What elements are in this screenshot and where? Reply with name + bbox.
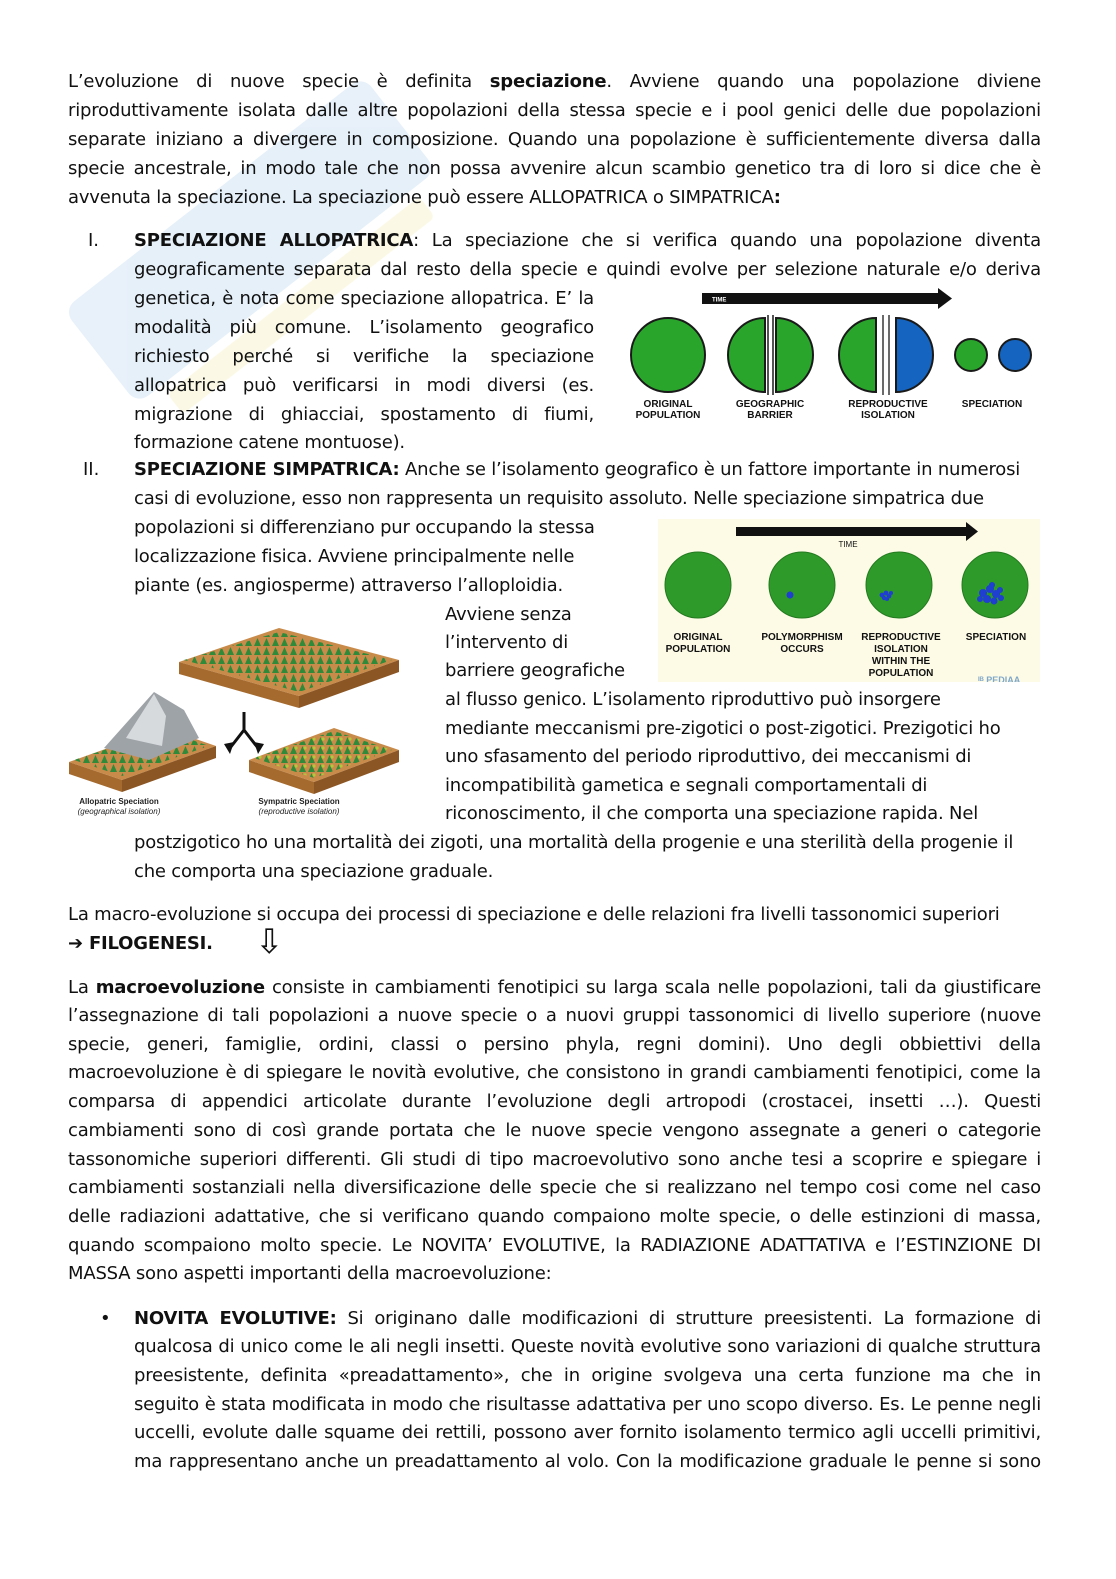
fig2-label-speciation: SPECIATION bbox=[965, 632, 1027, 643]
section1-line-7: migrazione di ghiacciai, spostamento di fiumi, bbox=[134, 404, 594, 425]
macro-line-2: ➔ FILOGENESI. bbox=[68, 933, 213, 954]
section2-line-9: al flusso genico. L’isolamento riproduttivo può insorgere bbox=[445, 689, 941, 710]
time-label: TIME bbox=[712, 297, 727, 304]
section2-line-12: incompatibilità gametica e segnali comportamentali di bbox=[445, 775, 928, 796]
fig2-polymorphism-circle bbox=[769, 552, 835, 618]
intro-line-1: L’evoluzione di nuove specie è definita speciazione. Avviene quando una popolazione diviene bbox=[68, 71, 1041, 92]
barrier-right-half bbox=[776, 318, 813, 392]
top-forest-block bbox=[179, 628, 399, 708]
sympatric-caption: Sympatric Speciation bbox=[258, 797, 340, 806]
para3-line-9: delle radiazioni adattative, che si verificano quando compaiono molte specie, o delle estinzioni di massa, bbox=[68, 1206, 1041, 1227]
section2-line-3: popolazioni si differenziano pur occupando la stessa bbox=[134, 517, 595, 538]
bullet-line-3: preesistente, definita «preadattamento», che in origine svolgeva una certa funzione ma che in bbox=[134, 1365, 1041, 1386]
macro-line-1: La macro-evoluzione si occupa dei processi di speciazione e delle relazioni fra livelli tassonomici superiori bbox=[68, 904, 1000, 925]
fig1-label-speciation: SPECIATION bbox=[961, 399, 1023, 410]
bullet-icon: • bbox=[100, 1308, 111, 1329]
sympatric-subcaption: (reproductive isolation) bbox=[258, 807, 340, 816]
section1-line-3: genetica, è nota come speciazione allopatrica. E’ la bbox=[134, 288, 594, 309]
intro-line-5: avvenuta la speciazione. La speciazione può essere ALLOPATRICA o SIMPATRICA: bbox=[68, 187, 781, 208]
split-arrow bbox=[230, 712, 258, 748]
down-arrow-icon: ⇩ bbox=[255, 922, 284, 962]
speciation-landscape-illustration bbox=[64, 620, 404, 820]
fig1-label-barrier-1: GEOGRAPHIC bbox=[735, 399, 805, 410]
section2-line-1: SPECIAZIONE SIMPATRICA: Anche se l’isolamento geografico è un fattore importante in numerosi bbox=[134, 459, 1021, 480]
section2-line-13: riconoscimento, il che comporta una speciazione rapida. Nel bbox=[445, 803, 978, 824]
section2-numeral: II. bbox=[83, 459, 100, 480]
isolation-right-half bbox=[896, 318, 933, 392]
fig1-label-isolation-1: REPRODUCTIVE bbox=[848, 399, 928, 410]
para3-line-8: cambiamenti sostanziali nella diversificazione delle specie che si realizzano nel tempo cosi come nel caso bbox=[68, 1177, 1041, 1198]
para3-line-2: l’assegnazione di tali popolazioni a nuove specie o a nuovi gruppi tassonomici di livello superiore (nuove bbox=[68, 1005, 1041, 1026]
speciation-blue-circle bbox=[999, 339, 1031, 371]
section2-line-14: postzigotico ho una mortalità dei zigoti, una mortalità della progenie e una sterilità della progenie il bbox=[134, 832, 1014, 853]
allopatric-subcaption: (geographical isolation) bbox=[77, 807, 161, 816]
para3-line-4: macroevoluzione è di spiegare le novità evolutive, che consistono in grandi cambiamenti fenotipici, come la bbox=[68, 1062, 1041, 1083]
bullet-line-5: uccelli, evolute dalle squame dei rettili, possono aver fornito isolamento termico agli uccelli primitivi, bbox=[134, 1422, 1041, 1443]
section2-line-6: Avviene senza bbox=[445, 604, 572, 625]
section1-line-8: formazione catene montuose). bbox=[134, 432, 405, 453]
fig2-label-iso-4: POPULATION bbox=[868, 668, 934, 679]
fig2-original-circle bbox=[665, 552, 731, 618]
section2-line-7: l’intervento di bbox=[445, 632, 569, 653]
section1-line-1: SPECIAZIONE ALLOPATRICA: La speciazione che si verifica quando una popolazione diventa bbox=[134, 230, 1041, 251]
section1-line-4: modalità più comune. L’isolamento geografico bbox=[134, 317, 594, 338]
section2-line-15: che comporta una speciazione graduale. bbox=[134, 861, 494, 882]
bullet-line-4: seguito è stata modificata in modo che risultasse adattativa per uno scopo diverso. Es. Le penne negli bbox=[134, 1394, 1041, 1415]
fig2-time-arrow-bar bbox=[736, 527, 968, 536]
para3-line-3: specie, generi, famiglie, ordini, classi o persino phyla, regni domini). Uno degli obbiettivi della bbox=[68, 1034, 1041, 1055]
para3-line-6: cambiamenti sono di così grande portata che le nuove specie vengono assegnate a generi o categorie bbox=[68, 1120, 1041, 1141]
fig2-label-iso-1: REPRODUCTIVE bbox=[861, 632, 941, 643]
fig2-label-iso-2: ISOLATION bbox=[874, 644, 928, 655]
right-arrow-icon: ➔ bbox=[68, 933, 83, 954]
fig2-label-original-1: ORIGINAL bbox=[673, 632, 723, 643]
fig2-label-poly-2: OCCURS bbox=[780, 644, 824, 655]
speciation-green-circle bbox=[955, 339, 987, 371]
fig2-time-label: TIME bbox=[838, 540, 858, 549]
fig1-label-isolation-2: ISOLATION bbox=[861, 410, 915, 421]
intro-line-3: separate iniziano a divergere in composizione. Quando una popolazione è sufficientemente diversa dalla bbox=[68, 129, 1041, 150]
original-population-circle bbox=[631, 318, 705, 392]
fig1-label-original-1: ORIGINAL bbox=[643, 399, 693, 410]
para3-line-1: La macroevoluzione consiste in cambiamenti fenotipici su larga scala nelle popolazioni, tali da giustificare bbox=[68, 977, 1041, 998]
para3-line-10: quando scompaiono molto specie. Le NOVITA’ EVOLUTIVE, la RADIAZIONE ADATTATIVA e l’ESTINZIONE DI bbox=[68, 1235, 1041, 1256]
barrier-left-half bbox=[728, 318, 765, 392]
fig2-credit: ᴵᴮ PEDIAA bbox=[978, 675, 1021, 682]
sympatric-block bbox=[249, 728, 399, 794]
section2-line-8: barriere geografiche bbox=[445, 660, 625, 681]
section2-line-11: uno sfasamento del periodo riproduttivo, dei meccanismi di bbox=[445, 746, 972, 767]
bullet-line-2: qualcosa di unico come le ali negli insetti. Queste novità evolutive sono variazioni di qualche struttura bbox=[134, 1336, 1041, 1357]
section2-line-4: localizzazione fisica. Avviene principalmente nelle bbox=[134, 546, 575, 567]
para3-line-7: tassonomiche superiori differenti. Gli studi di tipo macroevolutivo sono anche tesi a scoprire e spiegare i bbox=[68, 1149, 1041, 1170]
para3-line-11: MASSA sono aspetti importanti della macroevoluzione: bbox=[68, 1263, 552, 1284]
intro-line-2: riproduttivamente isolata dalle altre popolazioni della stessa specie e i pool genici delle due popolazioni bbox=[68, 100, 1041, 121]
section1-numeral: I. bbox=[88, 230, 100, 251]
section1-line-2: geograficamente separata dal resto della specie e quindi evolve per selezione naturale e/o deriva bbox=[134, 259, 1041, 280]
para3-line-5: comparsa di appendici articolate durante l’evoluzione degli artropodi (crostacei, insetti …). Questi bbox=[68, 1091, 1041, 1112]
section1-line-5: richiesto perché si verifiche la speciazione bbox=[134, 346, 594, 367]
allopatric-caption: Allopatric Speciation bbox=[79, 797, 159, 806]
intro-line-4: specie ancestrale, in modo tale che non possa avvenire alcun scambio genetico tra di loro si dice che è bbox=[68, 158, 1041, 179]
fig1-label-barrier-2: BARRIER bbox=[747, 410, 793, 421]
isolation-left-half bbox=[839, 318, 876, 392]
section2-line-5: piante (es. angiosperme) attraverso l’alloploidia. bbox=[134, 575, 564, 596]
fig2-label-iso-3: WITHIN THE bbox=[871, 656, 931, 667]
section1-line-6: allopatrica può verificarsi in modi diversi (es. bbox=[134, 375, 594, 396]
bullet-line-1: NOVITA EVOLUTIVE: Si originano dalle modificazioni di strutture preesistenti. La formazione di bbox=[134, 1308, 1041, 1329]
polymorphism-dot bbox=[787, 592, 794, 599]
section2-line-10: mediante meccanismi pre-zigotici o post-zigotici. Prezigotici ho bbox=[445, 718, 1001, 739]
bullet-line-6: ma rappresentano anche un preadattamento al volo. Con la modificazione graduale le penne si sono bbox=[134, 1451, 1041, 1472]
time-arrow-bar bbox=[702, 293, 940, 304]
allopatric-block bbox=[69, 692, 216, 792]
section2-line-2: casi di evoluzione, esso non rappresenta un requisito assoluto. Nelle speciazione simpatrica due bbox=[134, 488, 984, 509]
time-arrow-head bbox=[938, 288, 952, 309]
allopatric-diagram bbox=[620, 285, 1040, 425]
sympatric-diagram bbox=[658, 519, 1040, 682]
fig2-label-original-2: POPULATION bbox=[665, 644, 731, 655]
fig2-label-poly-1: POLYMORPHISM bbox=[761, 632, 843, 643]
fig2-isolation-circle bbox=[866, 552, 932, 618]
fig1-label-original-2: POPULATION bbox=[635, 410, 701, 421]
